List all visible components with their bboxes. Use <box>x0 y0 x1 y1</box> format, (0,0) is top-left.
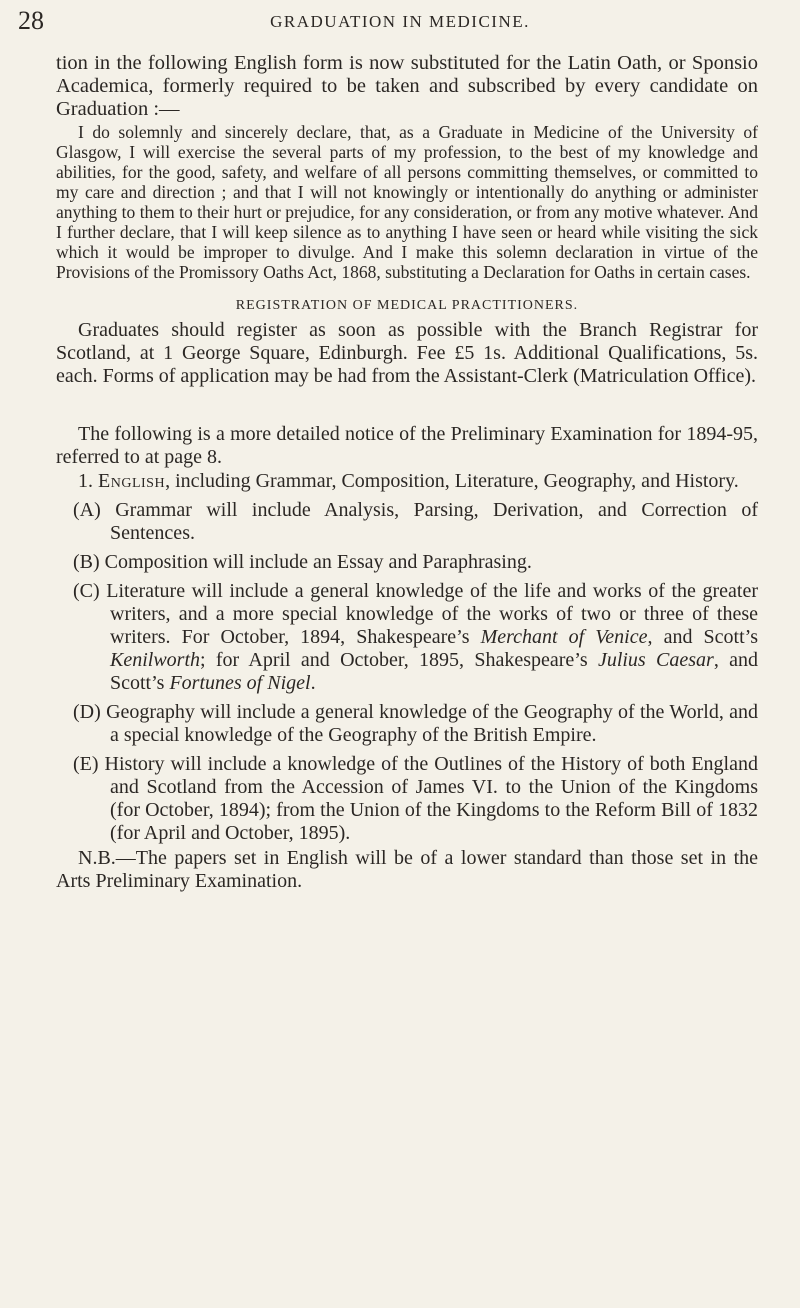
item-label-a: (A) <box>73 499 101 521</box>
literature-text-3: ; for April and October, 1895, Shakespeare’s <box>200 649 598 671</box>
english-subject-paragraph <box>56 470 758 493</box>
history-text: History will include a knowledge of the Outlines of the History of both England and Scotland from the Accession of James VI. to the Union of the Kingdoms (for October, 1894); from the Union of the Kingdoms to the Reform Bill of 1832 (for April and October, 1895). <box>104 753 758 844</box>
geography-text: Geography will include a general knowledge of the Geography of the World, and a special knowledge of the Geography of the British Empire. <box>106 701 758 746</box>
grammar-item <box>56 499 758 545</box>
literature-text-2: , and Scott’s <box>647 626 758 648</box>
item-label-d: (D) <box>73 701 101 723</box>
oath-declaration-paragraph: I do solemnly and sincerely declare, that, as a Graduate in Medicine of the University of Glasgow, I will exercise the several parts of my profession, to the best of my knowledge and abilities, for the good, safety, and welfare of all persons committing themselves, or committed to my care and direction ; and that I will not knowingly or intentionally do anything or administer anything to them to their hurt or prejudice, for any consideration, or from any motive whatever. And I further declare, that I will keep silence as to anything I have seen or heard while visiting the sick which it would be improper to divulge. And I make this solemn declaration in virtue of the Provisions of the Promissory Oaths Act, 1868, substituting a Declaration for Oaths in certain cases. <box>56 122 758 282</box>
geography-item <box>56 701 758 747</box>
literature-text-1: Literature will include a general knowledge of the life and works of the greater writers, and a more special knowledge of the works of two or three of these writers. For October, 1894, Shakespeare’s <box>106 580 759 648</box>
item-label-c: (C) <box>73 580 100 602</box>
composition-item <box>56 551 758 574</box>
title-kenilworth: Kenilworth <box>110 649 201 671</box>
english-subject-description: , including Grammar, Composition, Literature, Geography, and History. <box>165 470 739 492</box>
literature-text-4: , and Scott’s <box>110 649 758 694</box>
title-fortunes-of-nigel: Fortunes of Nigel <box>169 672 311 694</box>
nota-bene-paragraph: N.B.—The papers set in English will be of a lower standard than those set in the Arts Preliminary Examination. <box>56 847 758 892</box>
registration-paragraph: Graduates should register as soon as possible with the Branch Registrar for Scotland, at 1 George Square, Edinburgh. Fee £5 1s. Additional Qualifications, 5s. each. Forms of application may be had from the Assistant-Clerk (Matriculation Office). <box>56 319 758 387</box>
oath-intro-paragraph: tion in the following English form is now substituted for the Latin Oath, or Sponsio Academica, formerly required to be taken and subscribed by every candidate on Graduation :— <box>56 52 758 120</box>
english-subject-name: English <box>98 470 166 492</box>
title-merchant-of-venice: Merchant of Venice <box>480 626 648 648</box>
literature-item <box>56 580 758 695</box>
composition-text: Composition will include an Essay and Paraphrasing. <box>104 551 532 573</box>
grammar-text: Grammar will include Analysis, Parsing, Derivation, and Correction of Sentences. <box>110 499 759 544</box>
item-label-b: (B) <box>73 551 100 573</box>
page-body <box>56 52 758 893</box>
english-number: 1. <box>78 470 93 492</box>
page-header <box>0 6 800 46</box>
preliminary-intro-paragraph: The following is a more detailed notice of the Preliminary Examination for 1894-95, referred to at page 8. <box>56 423 758 468</box>
title-julius-caesar: Julius Caesar <box>597 649 714 671</box>
running-title: GRADUATION IN MEDICINE. <box>270 12 530 31</box>
history-item <box>56 753 758 845</box>
registration-heading: REGISTRATION OF MEDICAL PRACTITIONERS. <box>235 298 579 313</box>
literature-text-5: . <box>310 672 316 694</box>
item-label-e: (E) <box>73 753 99 775</box>
page-number: 28 <box>18 6 44 35</box>
